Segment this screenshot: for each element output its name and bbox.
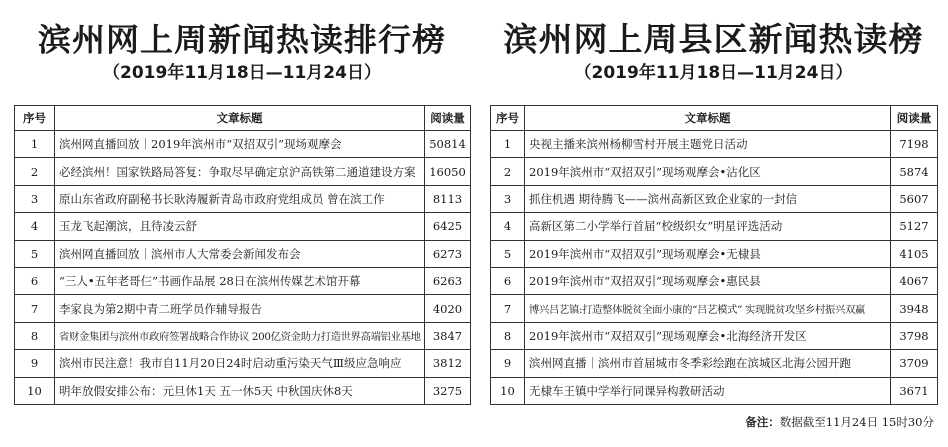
header-count: 阅读量 (425, 106, 471, 131)
table-row (491, 322, 938, 349)
table-row (491, 131, 938, 158)
table-header-row (15, 106, 471, 131)
header-index: 序号 (491, 106, 525, 131)
row-index: 8 (491, 322, 525, 349)
table-row (15, 185, 471, 212)
row-index: 4 (491, 213, 525, 240)
row-index: 10 (491, 377, 525, 404)
row-title[interactable]: 滨州网直播回放｜滨州市人大常委会新闻发布会 (55, 240, 425, 267)
row-index: 3 (15, 185, 55, 212)
header-title: 文章标题 (55, 106, 425, 131)
row-count: 16050 (425, 158, 471, 185)
right-ranking-table (490, 105, 938, 405)
row-count: 5607 (891, 185, 938, 212)
row-count: 3671 (891, 377, 938, 404)
table-row (15, 322, 471, 349)
row-count: 5127 (891, 213, 938, 240)
header-count: 阅读量 (891, 106, 938, 131)
table-row (15, 240, 471, 267)
table-row (491, 267, 938, 294)
row-index: 9 (491, 350, 525, 377)
left-title: 滨州网上周新闻热读排行榜 (38, 21, 446, 59)
table-row (15, 350, 471, 377)
row-count: 50814 (425, 131, 471, 158)
row-count: 6425 (425, 213, 471, 240)
header-index: 序号 (15, 106, 55, 131)
right-panel (490, 0, 937, 398)
footnote-text: 数据截至11月24日 15时30分 (779, 415, 934, 429)
table-row (491, 158, 938, 185)
row-count: 5874 (891, 158, 938, 185)
row-index: 5 (15, 240, 55, 267)
row-title[interactable]: 2019年滨州市“双招双引”现场观摩会•北海经济开发区 (525, 322, 891, 349)
table-row (491, 185, 938, 212)
table-header-row (491, 106, 938, 131)
row-title[interactable]: 无棣车王镇中学举行同课异构教研活动 (525, 377, 891, 404)
row-index: 6 (15, 267, 55, 294)
row-title[interactable]: 必经滨州！国家铁路局答复：争取尽早确定京沪高铁第二通道建设方案 (55, 158, 425, 185)
row-title[interactable]: 原山东省政府副秘书长耿涛履新青岛市政府党组成员 曾在滨工作 (55, 185, 425, 212)
left-subtitle: （2019年11月18日—11月24日） (103, 63, 381, 83)
footnote (745, 414, 934, 430)
row-title[interactable]: 高新区第二小学举行首届“校级织女”明星评选活动 (525, 213, 891, 240)
table-row (491, 377, 938, 404)
table-row (491, 295, 938, 322)
left-ranking-table (14, 105, 471, 405)
table-row (15, 131, 471, 158)
row-index: 10 (15, 377, 55, 404)
row-title[interactable]: 明年放假安排公布：元旦休1天 五一休5天 中秋国庆休8天 (55, 377, 425, 404)
row-index: 2 (15, 158, 55, 185)
row-count: 3847 (425, 322, 471, 349)
row-count: 6273 (425, 240, 471, 267)
right-title: 滨州网上周县区新闻热读榜 (503, 21, 924, 59)
table-row (15, 267, 471, 294)
table-row (15, 295, 471, 322)
row-count: 4020 (425, 295, 471, 322)
table-row (15, 158, 471, 185)
right-subtitle: （2019年11月18日—11月24日） (574, 63, 853, 83)
row-index: 6 (491, 267, 525, 294)
row-title[interactable]: 抓住机遇 期待腾飞——滨州高新区致企业家的一封信 (525, 185, 891, 212)
left-panel (14, 0, 470, 398)
table-row (491, 213, 938, 240)
row-index: 1 (491, 131, 525, 158)
row-index: 9 (15, 350, 55, 377)
row-index: 7 (491, 295, 525, 322)
row-title[interactable]: 玉龙飞起潮滨，且待凌云舒 (55, 213, 425, 240)
row-title[interactable]: 博兴吕艺镇:打造整体脱贫全面小康的“吕艺模式” 实现脱贫攻坚乡村振兴双赢 (525, 295, 891, 322)
row-index: 1 (15, 131, 55, 158)
row-count: 4067 (891, 267, 938, 294)
header-title: 文章标题 (525, 106, 891, 131)
row-count: 6263 (425, 267, 471, 294)
row-index: 7 (15, 295, 55, 322)
row-title[interactable]: 李家良为第2期中青二班学员作辅导报告 (55, 295, 425, 322)
row-title[interactable]: 2019年滨州市“双招双引”现场观摩会•沾化区 (525, 158, 891, 185)
row-title[interactable]: 2019年滨州市“双招双引”现场观摩会•惠民县 (525, 267, 891, 294)
row-title[interactable]: 滨州市民注意！我市自11月20日24时启动重污染天气Ⅲ级应急响应 (55, 350, 425, 377)
table-row (15, 213, 471, 240)
row-index: 4 (15, 213, 55, 240)
table-row (491, 240, 938, 267)
table-row (15, 377, 471, 404)
row-title[interactable]: 2019年滨州市“双招双引”现场观摩会•无棣县 (525, 240, 891, 267)
row-index: 8 (15, 322, 55, 349)
row-count: 3948 (891, 295, 938, 322)
row-title[interactable]: 央视主播来滨州杨柳雪村开展主题党日活动 (525, 131, 891, 158)
row-index: 3 (491, 185, 525, 212)
row-title[interactable]: 滨州网直播｜滨州市首届城市冬季彩绘跑在滨城区北海公园开跑 (525, 350, 891, 377)
row-title[interactable]: 省财金集团与滨州市政府签署战略合作协议 200亿资金助力打造世界高端铝业基地 (55, 322, 425, 349)
row-index: 2 (491, 158, 525, 185)
row-count: 3709 (891, 350, 938, 377)
row-index: 5 (491, 240, 525, 267)
row-count: 8113 (425, 185, 471, 212)
row-title[interactable]: 滨州网直播回放｜2019年滨州市“双招双引”现场观摩会 (55, 131, 425, 158)
table-row (491, 350, 938, 377)
row-count: 7198 (891, 131, 938, 158)
footnote-label: 备注： (745, 415, 780, 429)
row-count: 3275 (425, 377, 471, 404)
row-title[interactable]: “三人•五年老哥仨”书画作品展 28日在滨州传媒艺术馆开幕 (55, 267, 425, 294)
row-count: 3798 (891, 322, 938, 349)
row-count: 3812 (425, 350, 471, 377)
row-count: 4105 (891, 240, 938, 267)
